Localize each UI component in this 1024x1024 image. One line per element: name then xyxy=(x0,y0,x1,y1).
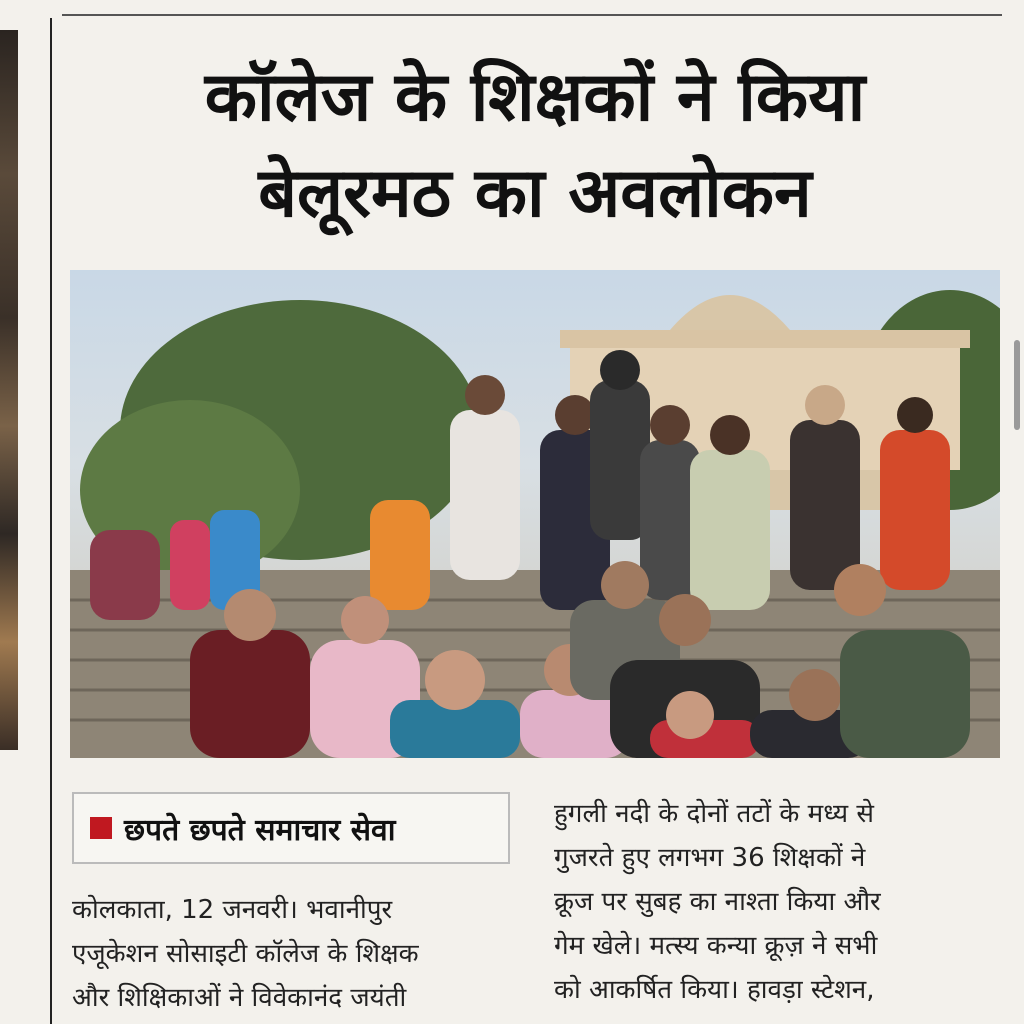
article-line: गेम खेले। मत्स्य कन्या क्रूज़ ने सभी xyxy=(554,931,878,961)
group-photo xyxy=(70,270,1000,758)
article-line: एजूकेशन सोसाइटी कॉलेज के शिक्षक xyxy=(72,939,419,969)
article-line: गुजरते हुए लगभग 36 शिक्षकों ने xyxy=(554,843,866,873)
article-line: हुगली नदी के दोनों तटों के मध्य से xyxy=(554,799,874,829)
headline-line-1: कॉलेज के शिक्षकों ने किया xyxy=(204,58,866,137)
article-line: और शिक्षिकाओं ने विवेकानंद जयंती xyxy=(72,983,407,1013)
article-line: क्रूज पर सुबह का नाश्ता किया और xyxy=(554,887,881,917)
column-divider xyxy=(50,18,52,1024)
byline-text: छपते छपते समाचार सेवा xyxy=(124,812,396,848)
scrollbar[interactable] xyxy=(1014,340,1020,430)
adjacent-photo-edge xyxy=(0,30,18,750)
article-column-left xyxy=(72,888,512,1020)
top-divider xyxy=(62,14,1002,16)
red-square-icon xyxy=(90,817,112,839)
article-line: को आकर्षित किया। हावड़ा स्टेशन, xyxy=(554,975,875,1005)
group-photo-image xyxy=(70,270,1000,758)
byline-box xyxy=(72,792,510,864)
headline xyxy=(70,50,1000,242)
article-line: कोलकाता, 12 जनवरी। भवानीपुर xyxy=(72,895,393,925)
article-column-right xyxy=(554,792,1004,1012)
headline-line-2: बेलूरमठ का अवलोकन xyxy=(258,154,812,233)
